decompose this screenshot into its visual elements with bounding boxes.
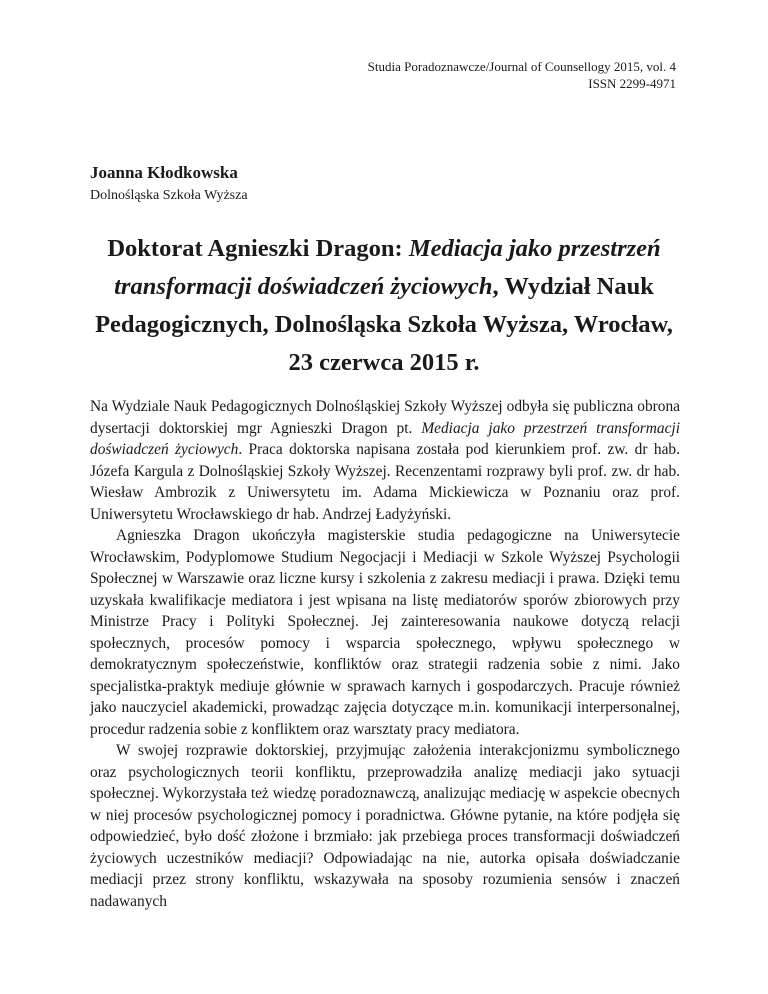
title-part-1: Doktorat Agnieszki Dragon: [107,235,409,262]
author-affiliation: Dolnośląska Szkoła Wyższa [90,188,248,203]
issn: ISSN 2299-4971 [588,76,676,91]
paragraph-1 [90,396,680,525]
paragraph-1-text-a: Na Wydziale Nauk Pedagogicznych Dolnośląskiej Szkoły Wyższej odbyła się publiczna obrona dysertacji doktorskiej mgr Agnieszki Dragon pt. [90,398,680,437]
author-name: Joanna Kłodkowska [90,163,238,182]
article-title [88,230,680,382]
title-part-2: , Wydział Nauk Pedagogicznych, Dolnośląska Szkoła Wyższa, Wrocław, 23 czerwca 2015 r. [95,273,673,376]
article-body [90,396,680,912]
title-italic: Mediacja jako przestrzeń transformacji doświadczeń życiowych [114,235,661,300]
journal-citation: Studia Poradoznawcze/Journal of Counsellogy 2015, vol. 4 [367,59,676,74]
paragraph-2: Agnieszka Dragon ukończyła magisterskie studia pedagogiczne na Uniwersytecie Wrocławskim, Podyplomowe Studium Negocjacji i Mediacji w Szkole Wyższej Psychologii Społecznej w Warszawie oraz liczne kursy i szkolenia z zakresu mediacji i prawa. Dzięki temu uzyskała kwalifikacje mediatora i jest wpisana na listę mediatorów sporów zbiorowych przy Ministrze Pracy i Polityki Społecznej. Jej zainteresowania naukowe dotyczą relacji społecznych, procesów pomocy i wsparcia społecznego, wpływu społecznego w demokratycznym społeczeństwie, konfliktów oraz strategii radzenia sobie z nimi. Jako specjalistka-praktyk mediuje głównie w sprawach karnych i gospodarczych. Pracuje również jako nauczyciel akademicki, prowadząc zajęcia dotyczące m.in. komunikacji interpersonalnej, procedur radzenia sobie z konfliktem oraz warsztaty pracy mediatora. [90,527,680,738]
paragraph-3: W swojej rozprawie doktorskiej, przyjmując założenia interakcjonizmu symbolicznego oraz psychologicznych teorii konfliktu, przeprowadziła analizę mediacji jako sytuacji społecznej. Wykorzystała też wiedzę poradoznawczą, analizując mediację w aspekcie obecnych w niej procesów psychologicznej pomocy i poradnictwa. Główne pytanie, na które podjęła się odpowiedzieć, było dość złożone i brzmiało: jak przebiega proces transformacji doświadczeń życiowych uczestników mediacji? Odpowiadając na nie, autorka opisała doświadczanie mediacji przez strony konfliktu, wskazywała na sposoby rozumienia sensów i znaczeń nadawanych [90,742,680,910]
paragraph-1-italic: Mediacja jako przestrzeń transformacji doświadczeń życiowych [90,419,680,458]
paragraph-1-text-b: . Praca doktorska napisana została pod kierunkiem prof. zw. dr hab. Józefa Kargula z Dolnośląskiej Szkoły Wyższej. Recenzentami rozprawy byli prof. zw. dr hab. Wiesław Ambrozik z Uniwersytetu im. Adama Mickiewicza w Poznaniu oraz prof. Uniwersytetu Wrocławskiego dr hab. Andrzej Ładyżyński. [90,441,680,523]
journal-header [368,58,676,92]
